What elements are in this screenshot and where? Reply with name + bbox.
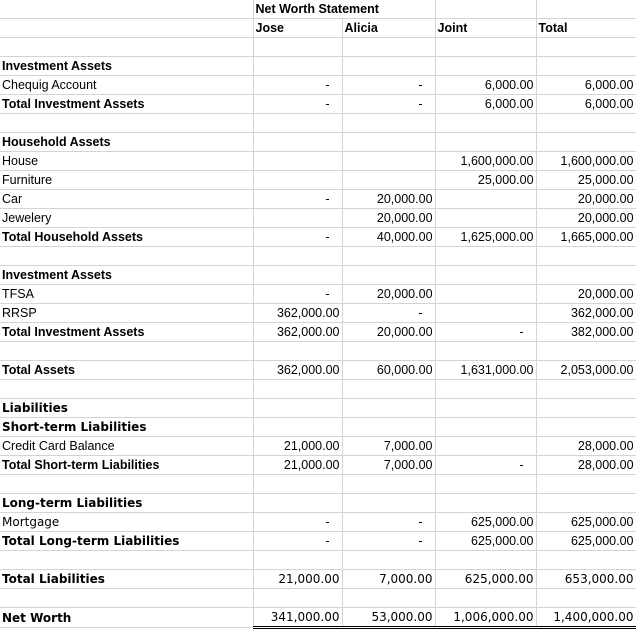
- value-total[interactable]: 6,000.00: [536, 76, 636, 95]
- cell[interactable]: [435, 133, 536, 152]
- value-total[interactable]: 28,000.00: [536, 437, 636, 456]
- cell[interactable]: [536, 247, 636, 266]
- table-row: [0, 152, 636, 171]
- value-total[interactable]: 625,000.00: [536, 513, 636, 532]
- row-label[interactable]: Furniture: [0, 171, 253, 190]
- cell[interactable]: [435, 38, 536, 57]
- subtotal-row: [0, 228, 636, 247]
- cell[interactable]: [536, 399, 636, 418]
- value-alicia[interactable]: 7,000.00: [342, 570, 435, 589]
- subtotal-row: [0, 456, 636, 475]
- section-heading-row: [0, 418, 636, 437]
- cell[interactable]: [435, 551, 536, 570]
- cell[interactable]: [435, 0, 536, 19]
- table-row: [0, 513, 636, 532]
- cell[interactable]: [0, 38, 253, 57]
- value-alicia[interactable]: 7,000.00: [342, 456, 435, 475]
- value-alicia[interactable]: -: [342, 95, 435, 114]
- subtotal-row: [0, 95, 636, 114]
- cell[interactable]: [342, 380, 435, 399]
- cell[interactable]: [253, 589, 342, 608]
- cell[interactable]: [536, 57, 636, 76]
- value-total[interactable]: 20,000.00: [536, 209, 636, 228]
- cell[interactable]: [536, 38, 636, 57]
- value-jose[interactable]: 362,000.00: [253, 361, 342, 380]
- blank-row: [0, 342, 636, 361]
- value-jose[interactable]: 21,000.00: [253, 570, 342, 589]
- value-joint[interactable]: 625,000.00: [435, 532, 536, 551]
- header-row: [0, 19, 636, 38]
- value-joint[interactable]: 1,631,000.00: [435, 361, 536, 380]
- section-heading[interactable]: Long-term Liabilities: [0, 494, 253, 513]
- value-total[interactable]: 653,000.00: [536, 570, 636, 589]
- blank-row: [0, 38, 636, 57]
- value-alicia[interactable]: -: [342, 76, 435, 95]
- cell[interactable]: [536, 133, 636, 152]
- sheet-title[interactable]: Net Worth Statement: [253, 0, 435, 19]
- blank-row: [0, 589, 636, 608]
- table-row: [0, 209, 636, 228]
- value-alicia[interactable]: [342, 171, 435, 190]
- value-alicia[interactable]: 20,000.00: [342, 190, 435, 209]
- row-label[interactable]: Net Worth: [0, 608, 253, 628]
- blank-row: [0, 114, 636, 133]
- value-alicia[interactable]: 20,000.00: [342, 323, 435, 342]
- cell[interactable]: [435, 494, 536, 513]
- col-header-joint[interactable]: Joint: [435, 19, 536, 38]
- value-jose[interactable]: -: [253, 190, 342, 209]
- value-total[interactable]: 382,000.00: [536, 323, 636, 342]
- cell[interactable]: [435, 114, 536, 133]
- row-label[interactable]: Total Liabilities: [0, 570, 253, 589]
- row-label[interactable]: Total Short-term Liabilities: [0, 456, 253, 475]
- cell[interactable]: [342, 418, 435, 437]
- value-joint[interactable]: 625,000.00: [435, 570, 536, 589]
- value-total[interactable]: 2,053,000.00: [536, 361, 636, 380]
- value-joint[interactable]: 1,006,000.00: [435, 608, 536, 628]
- value-total[interactable]: 6,000.00: [536, 95, 636, 114]
- title-row: [0, 0, 636, 19]
- cell[interactable]: [536, 551, 636, 570]
- cell[interactable]: [253, 551, 342, 570]
- value-total[interactable]: 20,000.00: [536, 190, 636, 209]
- value-joint[interactable]: 6,000.00: [435, 76, 536, 95]
- cell[interactable]: [0, 342, 253, 361]
- cell[interactable]: [253, 266, 342, 285]
- row-label[interactable]: Total Investment Assets: [0, 95, 253, 114]
- cell[interactable]: [536, 266, 636, 285]
- cell[interactable]: [435, 266, 536, 285]
- cell[interactable]: [253, 475, 342, 494]
- table-row: [0, 304, 636, 323]
- value-jose[interactable]: 21,000.00: [253, 456, 342, 475]
- col-header-alicia[interactable]: Alicia: [342, 19, 435, 38]
- value-alicia[interactable]: 7,000.00: [342, 437, 435, 456]
- table-row: [0, 76, 636, 95]
- row-label[interactable]: TFSA: [0, 285, 253, 304]
- section-subheading[interactable]: Short-term Liabilities: [0, 418, 253, 437]
- value-alicia[interactable]: 60,000.00: [342, 361, 435, 380]
- cell[interactable]: [253, 247, 342, 266]
- value-joint[interactable]: 25,000.00: [435, 171, 536, 190]
- row-label[interactable]: Total Investment Assets: [0, 323, 253, 342]
- cell[interactable]: [253, 418, 342, 437]
- row-label[interactable]: Car: [0, 190, 253, 209]
- section-heading[interactable]: Liabilities: [0, 399, 253, 418]
- cell[interactable]: [536, 494, 636, 513]
- cell[interactable]: [0, 114, 253, 133]
- value-total[interactable]: 28,000.00: [536, 456, 636, 475]
- row-label[interactable]: Mortgage: [0, 513, 253, 532]
- cell[interactable]: [435, 342, 536, 361]
- col-header-jose[interactable]: Jose: [253, 19, 342, 38]
- cell[interactable]: [253, 133, 342, 152]
- value-alicia[interactable]: 40,000.00: [342, 228, 435, 247]
- blank-row: [0, 380, 636, 399]
- cell[interactable]: [536, 418, 636, 437]
- value-alicia[interactable]: 20,000.00: [342, 209, 435, 228]
- value-joint[interactable]: 1,625,000.00: [435, 228, 536, 247]
- blank-row: [0, 551, 636, 570]
- total-assets-row: [0, 361, 636, 380]
- value-alicia[interactable]: 53,000.00: [342, 608, 435, 628]
- section-heading-row: [0, 399, 636, 418]
- cell[interactable]: [536, 589, 636, 608]
- section-heading-row: [0, 133, 636, 152]
- cell[interactable]: [253, 342, 342, 361]
- value-joint[interactable]: -: [435, 456, 536, 475]
- section-heading[interactable]: Household Assets: [0, 133, 253, 152]
- cell[interactable]: [253, 38, 342, 57]
- value-jose[interactable]: -: [253, 95, 342, 114]
- total-liabilities-row: [0, 570, 636, 589]
- cell[interactable]: [0, 19, 253, 38]
- row-label[interactable]: RRSP: [0, 304, 253, 323]
- value-jose[interactable]: -: [253, 532, 342, 551]
- value-joint[interactable]: 625,000.00: [435, 513, 536, 532]
- cell[interactable]: [342, 114, 435, 133]
- cell[interactable]: [253, 57, 342, 76]
- value-joint[interactable]: [435, 285, 536, 304]
- cell[interactable]: [342, 247, 435, 266]
- cell[interactable]: [342, 475, 435, 494]
- value-jose[interactable]: -: [253, 76, 342, 95]
- cell[interactable]: [536, 114, 636, 133]
- col-header-total[interactable]: Total: [536, 19, 636, 38]
- row-label[interactable]: Jewelery: [0, 209, 253, 228]
- cell[interactable]: [536, 380, 636, 399]
- net-worth-row: [0, 608, 636, 628]
- blank-row: [0, 247, 636, 266]
- cell[interactable]: [253, 380, 342, 399]
- section-heading-row: [0, 57, 636, 76]
- cell[interactable]: [342, 589, 435, 608]
- value-total[interactable]: 20,000.00: [536, 285, 636, 304]
- row-label[interactable]: Chequig Account: [0, 76, 253, 95]
- cell[interactable]: [0, 551, 253, 570]
- cell[interactable]: [0, 247, 253, 266]
- value-total[interactable]: 1,665,000.00: [536, 228, 636, 247]
- row-label[interactable]: Total Long-term Liabilities: [0, 532, 253, 551]
- row-label[interactable]: House: [0, 152, 253, 171]
- table-row: [0, 285, 636, 304]
- cell[interactable]: [536, 0, 636, 19]
- cell[interactable]: [342, 266, 435, 285]
- section-heading[interactable]: Investment Assets: [0, 266, 253, 285]
- value-joint[interactable]: -: [435, 323, 536, 342]
- value-jose[interactable]: [253, 209, 342, 228]
- value-alicia[interactable]: [342, 152, 435, 171]
- value-joint[interactable]: [435, 209, 536, 228]
- cell[interactable]: [253, 399, 342, 418]
- value-jose[interactable]: -: [253, 513, 342, 532]
- value-alicia[interactable]: 20,000.00: [342, 285, 435, 304]
- cell[interactable]: [536, 342, 636, 361]
- cell[interactable]: [342, 342, 435, 361]
- subtotal-row: [0, 532, 636, 551]
- value-alicia[interactable]: -: [342, 532, 435, 551]
- value-jose[interactable]: 21,000.00: [253, 437, 342, 456]
- cell[interactable]: [342, 38, 435, 57]
- section-heading-row: [0, 494, 636, 513]
- cell[interactable]: [342, 399, 435, 418]
- cell[interactable]: [342, 551, 435, 570]
- cell[interactable]: [342, 133, 435, 152]
- value-joint[interactable]: 1,600,000.00: [435, 152, 536, 171]
- cell[interactable]: [253, 114, 342, 133]
- value-joint[interactable]: 6,000.00: [435, 95, 536, 114]
- value-total[interactable]: 1,400,000.00: [536, 608, 636, 628]
- value-jose[interactable]: -: [253, 285, 342, 304]
- subtotal-row: [0, 323, 636, 342]
- cell[interactable]: [0, 475, 253, 494]
- cell[interactable]: [0, 589, 253, 608]
- value-alicia[interactable]: -: [342, 304, 435, 323]
- cell[interactable]: [435, 399, 536, 418]
- value-joint[interactable]: [435, 437, 536, 456]
- section-heading[interactable]: Investment Assets: [0, 57, 253, 76]
- value-joint[interactable]: [435, 304, 536, 323]
- section-heading-row: [0, 266, 636, 285]
- value-jose[interactable]: [253, 171, 342, 190]
- value-jose[interactable]: 362,000.00: [253, 323, 342, 342]
- cell[interactable]: [536, 475, 636, 494]
- value-jose[interactable]: [253, 152, 342, 171]
- cell[interactable]: [435, 57, 536, 76]
- cell[interactable]: [0, 380, 253, 399]
- value-alicia[interactable]: -: [342, 513, 435, 532]
- value-total[interactable]: 625,000.00: [536, 532, 636, 551]
- cell[interactable]: [435, 475, 536, 494]
- row-label[interactable]: Total Household Assets: [0, 228, 253, 247]
- cell[interactable]: [435, 247, 536, 266]
- cell[interactable]: [435, 380, 536, 399]
- row-label[interactable]: Credit Card Balance: [0, 437, 253, 456]
- value-jose[interactable]: -: [253, 228, 342, 247]
- blank-row: [0, 475, 636, 494]
- table-row: [0, 190, 636, 209]
- value-jose[interactable]: 362,000.00: [253, 304, 342, 323]
- value-jose[interactable]: 341,000.00: [253, 608, 342, 628]
- value-total[interactable]: 25,000.00: [536, 171, 636, 190]
- cell[interactable]: [253, 494, 342, 513]
- row-label[interactable]: Total Assets: [0, 361, 253, 380]
- cell[interactable]: [435, 589, 536, 608]
- table-row: [0, 171, 636, 190]
- cell[interactable]: [435, 418, 536, 437]
- cell[interactable]: [342, 494, 435, 513]
- table-row: [0, 437, 636, 456]
- value-total[interactable]: 1,600,000.00: [536, 152, 636, 171]
- value-joint[interactable]: [435, 190, 536, 209]
- cell[interactable]: [0, 0, 253, 19]
- value-total[interactable]: 362,000.00: [536, 304, 636, 323]
- cell[interactable]: [342, 57, 435, 76]
